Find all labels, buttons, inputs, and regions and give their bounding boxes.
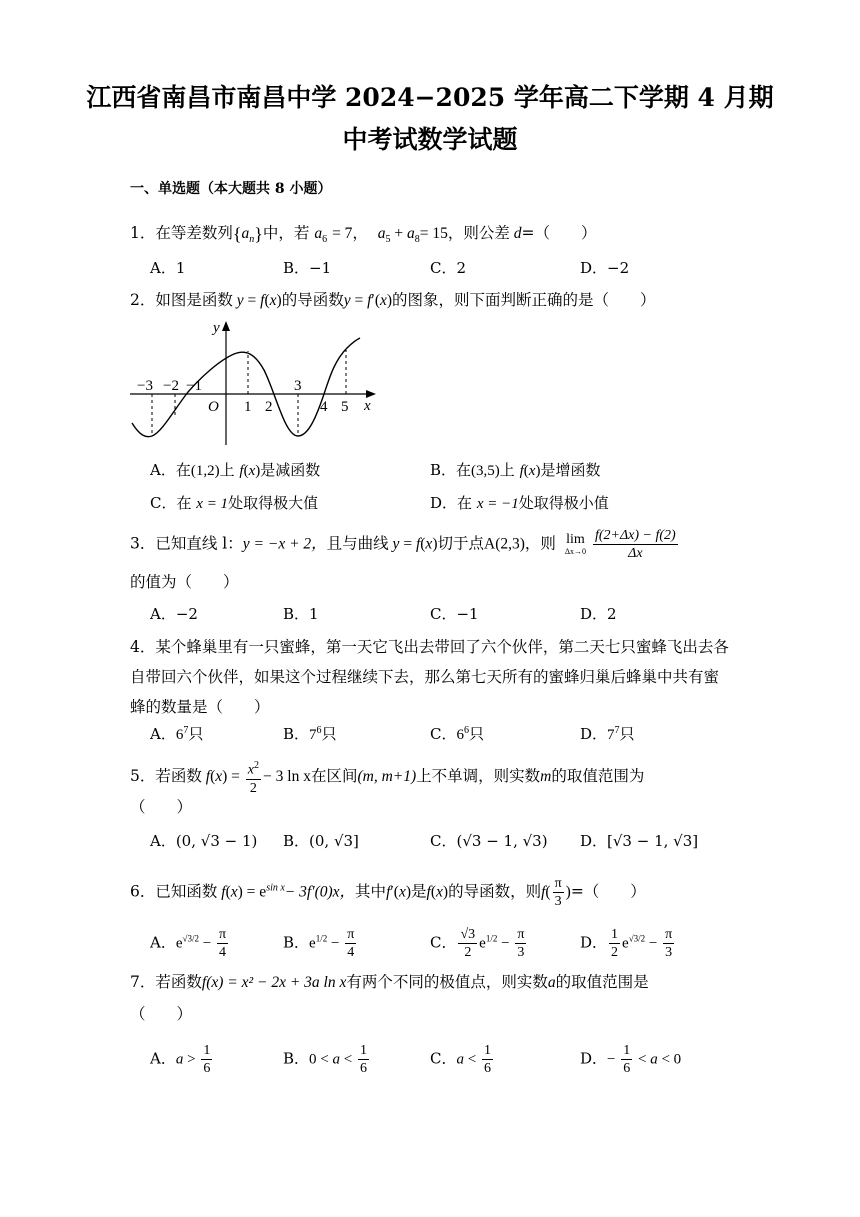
x-tick-2: 2 <box>265 399 273 415</box>
q7-option-c[interactable]: C．a < $\frac{1}{6}$ <box>430 1043 491 1076</box>
question-3-tail: 的值为（ ） <box>130 573 239 591</box>
q2-option-a[interactable]: A．在(1,2)上 f(x)是减函数 <box>150 461 321 479</box>
q6-option-b[interactable]: B．$e^{1/2}$ − $\frac{\pi}{4}$ <box>283 927 355 960</box>
q4-option-c[interactable]: C．$6^6$只 <box>430 725 484 743</box>
x-tick-5: 5 <box>341 399 349 415</box>
question-5-paren: （ ） <box>130 798 193 816</box>
q3-option-a[interactable]: A．−2 <box>150 605 198 623</box>
title-line-1: 江西省南昌市南昌中学 2024−2025 学年高二下学期 4 月期 <box>86 83 774 112</box>
q2-option-c[interactable]: C．在 x = 1处取得极大值 <box>150 494 319 512</box>
question-1: 1．在等差数列$\{a_n\}$中，若 $a_6 = 7$， $a_5 + a_8= 15$，则公差 d=（ ） <box>130 224 597 246</box>
q6-option-d[interactable]: D． $\frac{1}{2}$ $e^{√3/2}$ − $\frac{\pi}{3}$ <box>580 927 673 960</box>
q1-option-d[interactable]: D．−2 <box>580 259 630 277</box>
origin-label: O <box>208 399 219 415</box>
q3-option-b[interactable]: B．1 <box>283 605 319 623</box>
derivative-graph <box>130 318 380 448</box>
q4-option-b[interactable]: B．$7^6$只 <box>283 725 337 743</box>
q4-option-d[interactable]: D．$7^7$只 <box>580 725 635 743</box>
q5-option-b[interactable]: B．(0, √3] <box>283 832 359 850</box>
q7-option-b[interactable]: B．0 < a < $\frac{1}{6}$ <box>283 1043 367 1076</box>
question-7-paren: （ ） <box>130 1005 193 1023</box>
q5-option-c[interactable]: C．(√3 − 1, √3) <box>430 832 548 850</box>
x-tick-minus1: −1 <box>186 378 202 394</box>
q1-option-c[interactable]: C．2 <box>430 259 467 277</box>
q3-option-c[interactable]: C．−1 <box>430 605 479 623</box>
q1-option-a[interactable]: A．1 <box>150 259 186 277</box>
x-tick-1: 1 <box>244 399 252 415</box>
q6-option-c[interactable]: C． $\frac{√3}{2}$ $e^{1/2}$ − $\frac{\pi}{3}$ <box>430 927 525 960</box>
question-7: 7．若函数f(x) = x² − 2x + 3a ln x有两个不同的极值点，则实数a的取值范围是 <box>130 973 649 991</box>
x-tick-minus2: −2 <box>163 378 179 394</box>
q4-option-a[interactable]: A．$6^7$只 <box>150 725 204 743</box>
q6-option-a[interactable]: A．$e^{√3/2}$ − $\frac{\pi}{4}$ <box>150 927 227 960</box>
x-tick-3: 3 <box>294 378 302 394</box>
q7-option-a[interactable]: A．a > $\frac{1}{6}$ <box>150 1043 211 1076</box>
question-3: 3．已知直线 l：y = −x + 2，且与曲线 y = f(x)切于点A(2,3)，则 lim Δx→0 $\frac{f(2+\Delta x) - f(2)}{\Delta x}$ <box>130 528 676 561</box>
x-tick-minus3: −3 <box>137 378 153 394</box>
q5-option-a[interactable]: A．(0, √3 − 1) <box>150 832 258 850</box>
q3-option-d[interactable]: D．2 <box>580 605 617 623</box>
question-5: 5．若函数 f(x) = $\frac{x^2}{2}$ − 3 ln x在区间(m, m+1)上不单调，则实数m的取值范围为 <box>130 757 644 797</box>
q7-option-d[interactable]: D．− $\frac{1}{6}$ < a < 0 <box>580 1043 682 1076</box>
question-6: 6．已知函数 $f(x) = e^{sin x}- 3f'(0)x$，其中f′(x)是f(x)的导函数，则f( $\frac{\pi}{3}$ )=（ ） <box>130 876 646 909</box>
y-axis-label: y <box>213 320 220 336</box>
q5-option-d[interactable]: D．[√3 − 1, √3] <box>580 832 699 850</box>
section-heading: 一、单选题（本大题共 8 小题） <box>130 181 332 197</box>
x-tick-4: 4 <box>320 399 328 415</box>
q2-option-b[interactable]: B．在(3,5)上 f(x)是增函数 <box>430 461 601 479</box>
q2-option-d[interactable]: D．在 x = −1处取得极小值 <box>430 494 609 512</box>
title-line-2: 中考试数学试题 <box>342 125 518 154</box>
question-2: 2．如图是函数 y = f(x)的导函数y = f′(x)的图象，则下面判断正确的是（ ） <box>130 291 656 309</box>
x-axis-label: x <box>364 398 371 414</box>
question-4: 4．某个蜂巢里有一只蜜蜂，第一天它飞出去带回了六个伙伴，第二天七只蜜蜂飞出去各自带回六个伙伴，如果这个过程继续下去，那么第七天所有的蜜蜂归巢后蜂巢中共有蜜蜂的数量是（ ） <box>130 638 729 716</box>
q1-option-b[interactable]: B．−1 <box>283 259 332 277</box>
